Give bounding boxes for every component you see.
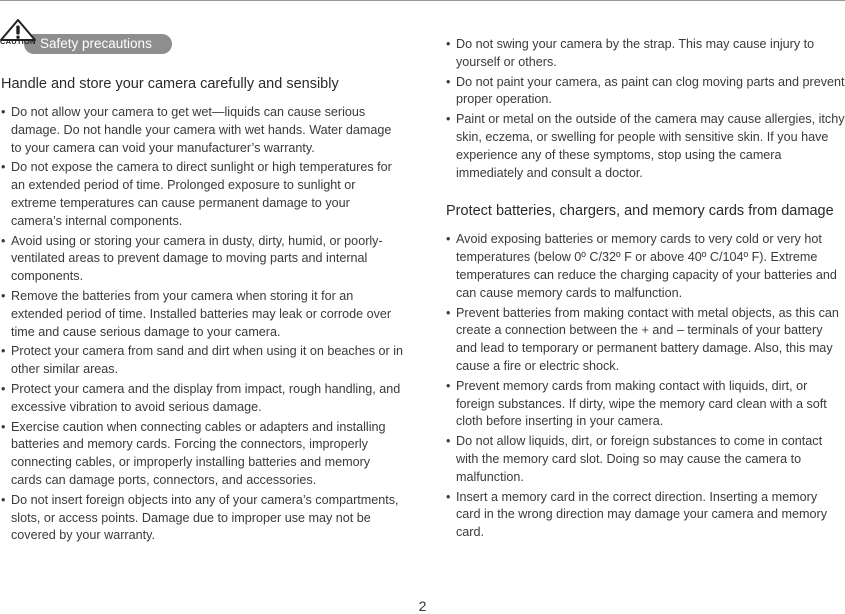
list-item: • Do not insert foreign objects into any of your camera’s compartments, slots, or access points. Damage due to improper use may not be covered by your warranty. bbox=[1, 492, 403, 545]
list-item: • Prevent memory cards from making contact with liquids, dirt, or foreign substances. If dirty, wipe the memory card clean with a soft cloth before inserting in your camera. bbox=[446, 378, 845, 431]
section-heading-batteries: Protect batteries, chargers, and memory cards from damage bbox=[446, 203, 834, 220]
list-item: • Exercise caution when connecting cables or adapters and installing batteries and memory cards. Forcing the connectors, improperly connecting cables, or improperly installing batteries and memory cards can damage ports, connectors, and accessories. bbox=[1, 419, 403, 490]
list-item: • Do not allow your camera to get wet—liquids can cause serious damage. Do not handle your camera with wet hands. Water damage to your camera can void your manufacturer’s warranty. bbox=[1, 104, 403, 157]
list-item: • Insert a memory card in the correct direction. Inserting a memory card in the wrong direction may damage your camera and memory card. bbox=[446, 489, 845, 542]
list-item: • Do not expose the camera to direct sunlight or high temperatures for an extended period of time. Prolonged exposure to sunlight or extreme temperatures can cause permanent damage to your camera’s internal components. bbox=[1, 159, 403, 230]
list-item: • Do not swing your camera by the strap. This may cause injury to yourself or others. bbox=[446, 36, 845, 72]
list-item: • Paint or metal on the outside of the camera may cause allergies, itchy skin, eczema, or swelling for people with sensitive skin. If you have experience any of these symptoms, stop using the camera immediately and consult a doctor. bbox=[446, 111, 845, 182]
list-item: • Do not paint your camera, as paint can clog moving parts and prevent proper operation. bbox=[446, 74, 845, 110]
list-item: • Avoid using or storing your camera in dusty, dirty, humid, or poorly-ventilated areas to prevent damage to moving parts and internal components. bbox=[1, 233, 403, 286]
list-item: • Protect your camera and the display from impact, rough handling, and excessive vibration to avoid serious damage. bbox=[1, 381, 403, 417]
precaution-list-batteries bbox=[446, 231, 845, 542]
precaution-list-handle bbox=[1, 104, 403, 545]
section-title: Safety precautions bbox=[40, 36, 152, 51]
list-item: • Avoid exposing batteries or memory cards to very cold or very hot temperatures (below 0º C/32º F or above 40º C/104º F). Extreme temperatures can reduce the charging capacity of your batteries and can cause memory cards to malfunction. bbox=[446, 231, 845, 302]
list-item: • Remove the batteries from your camera when storing it for an extended period of time. Installed batteries may leak or corrode over time and cause serious damage to your camera. bbox=[1, 288, 403, 341]
left-column bbox=[1, 74, 403, 547]
right-column bbox=[446, 36, 845, 544]
page-number: 2 bbox=[418, 598, 427, 614]
precaution-list-continued bbox=[446, 36, 845, 182]
list-item: • Protect your camera from sand and dirt when using it on beaches or in other similar areas. bbox=[1, 343, 403, 379]
list-item: • Do not allow liquids, dirt, or foreign substances to come in contact with the memory card slot. Doing so may cause the camera to malfunction. bbox=[446, 433, 845, 486]
section-heading-handle-store: Handle and store your camera carefully and sensibly bbox=[1, 76, 339, 92]
section-title-pill bbox=[24, 34, 172, 54]
top-rule bbox=[0, 0, 845, 1]
list-item: • Prevent batteries from making contact with metal objects, as this can create a connection between the + and – terminals of your battery and lead to temporary or permanent battery damage. Also, this may cause a fire or electric shock. bbox=[446, 305, 845, 376]
caution-label: CAUTION bbox=[0, 37, 36, 46]
